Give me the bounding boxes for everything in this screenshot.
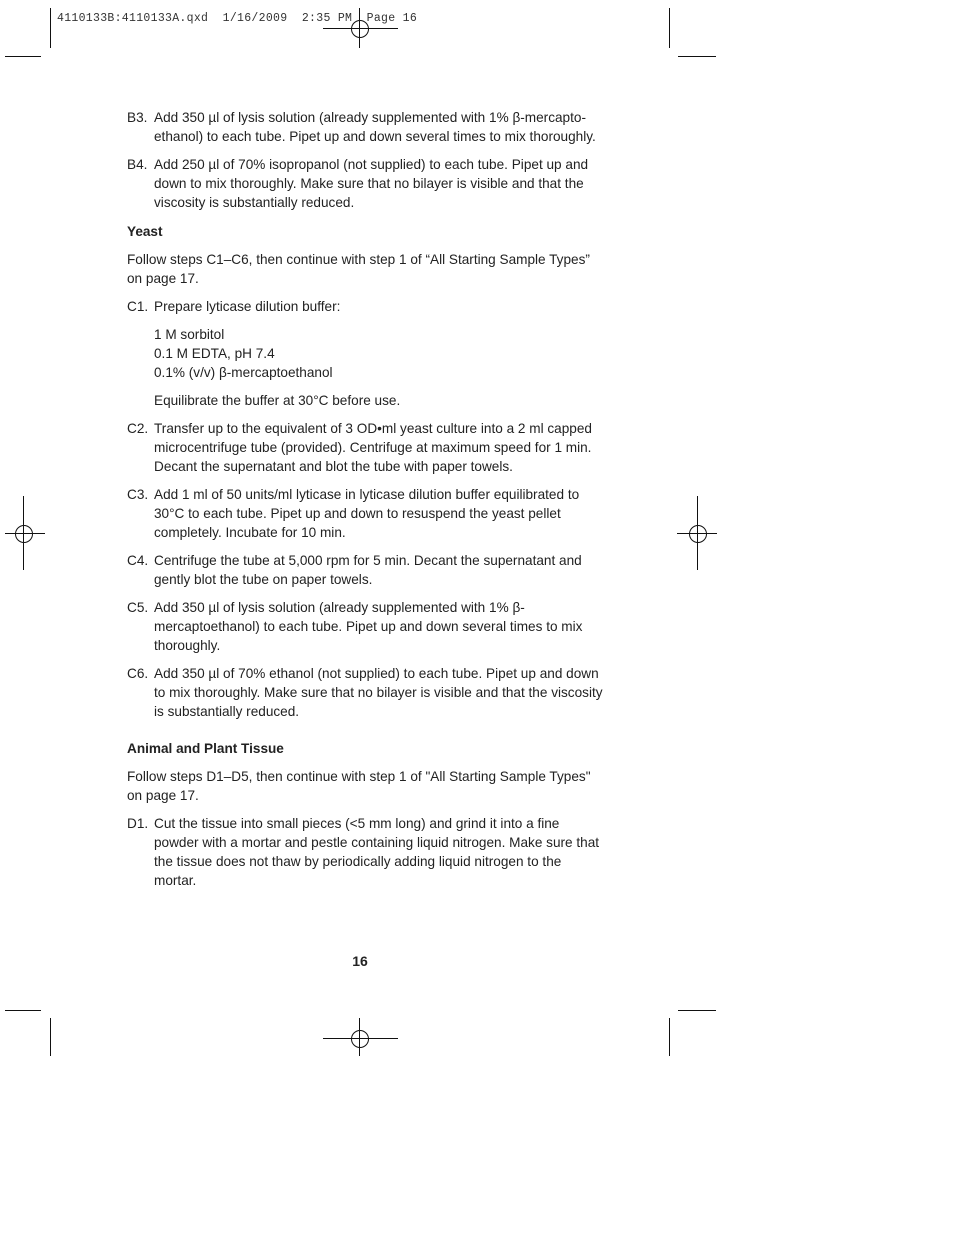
step-number: D1. bbox=[127, 816, 149, 831]
step-text: Prepare lyticase dilution buffer: bbox=[154, 299, 341, 314]
step-b4 bbox=[127, 155, 607, 212]
step-text: Cut the tissue into small pieces (<5 mm long) and grind it into a fine powder with a mortar and pestle containing liquid nitrogen. Make sure that the tissue does not thaw by periodically adding liquid nitrogen to the mortar. bbox=[154, 816, 600, 888]
yeast-intro: Follow steps C1–C6, then continue with step 1 of “All Starting Sample Types” on page 17. bbox=[127, 252, 590, 286]
step-text: Add 250 µl of 70% isopropanol (not supplied) to each tube. Pipet up and down to mix thoroughly. Make sure that no bilayer is visible and that the viscosity is substantially reduced. bbox=[154, 157, 589, 210]
step-text: Add 350 µl of lysis solution (already supplemented with 1% β-mercaptoethanol) to each tube. Pipet up and down several times to mix thoroughly. bbox=[154, 600, 583, 653]
step-text: Add 350 µl of lysis solution (already supplemented with 1% β-mercapto-ethanol) to each tube. Pipet up and down several times to mix thoroughly. bbox=[154, 110, 596, 144]
step-c6 bbox=[127, 664, 607, 721]
step-c4 bbox=[127, 551, 607, 589]
step-c2 bbox=[127, 419, 607, 476]
step-number: C5. bbox=[127, 600, 149, 615]
step-number: C4. bbox=[127, 553, 149, 568]
buffer-line: 0.1 M EDTA, pH 7.4 bbox=[154, 346, 275, 361]
step-number: B4. bbox=[127, 157, 148, 172]
step-c5 bbox=[127, 598, 607, 655]
equilibrate-note: Equilibrate the buffer at 30°C before use. bbox=[154, 393, 401, 408]
step-text: Add 350 µl of 70% ethanol (not supplied) to each tube. Pipet up and down to mix thoroughly. Make sure that no bilayer is visible and that the viscosity is substantially reduced. bbox=[154, 666, 603, 719]
buffer-line: 1 M sorbitol bbox=[154, 327, 225, 342]
section-heading-tissue: Animal and Plant Tissue bbox=[127, 741, 284, 756]
step-text: Transfer up to the equivalent of 3 OD•ml yeast culture into a 2 ml capped microcentrifuge tube (provided). Centrifuge at maximum speed for 1 min. Decant the supernatant and blot the tube with paper towels. bbox=[154, 421, 592, 474]
step-c3 bbox=[127, 485, 607, 542]
step-number: C6. bbox=[127, 666, 149, 681]
step-text: Centrifuge the tube at 5,000 rpm for 5 min. Decant the supernatant and gently blot the tube on paper towels. bbox=[154, 553, 582, 587]
print-slug: 4110133B:4110133A.qxd 1/16/2009 2:35 PM Page 16 bbox=[57, 12, 418, 25]
step-number: C3. bbox=[127, 487, 149, 502]
step-d1 bbox=[127, 814, 607, 890]
tissue-intro: Follow steps D1–D5, then continue with step 1 of "All Starting Sample Types" on page 17. bbox=[127, 769, 591, 803]
step-text: Add 1 ml of 50 units/ml lyticase in lyticase dilution buffer equilibrated to 30°C to each tube. Pipet up and down to resuspend the yeast pellet completely. Incubate for 10 min. bbox=[154, 487, 580, 540]
buffer-recipe bbox=[127, 325, 607, 382]
step-b3 bbox=[127, 108, 607, 146]
step-number: C2. bbox=[127, 421, 149, 436]
page-content bbox=[127, 108, 607, 899]
step-c1 bbox=[127, 297, 607, 316]
page-number: 16 bbox=[352, 953, 368, 969]
step-number: B3. bbox=[127, 110, 148, 125]
step-number: C1. bbox=[127, 299, 149, 314]
buffer-line: 0.1% (v/v) β-mercaptoethanol bbox=[154, 365, 333, 380]
section-heading-yeast: Yeast bbox=[127, 224, 163, 239]
